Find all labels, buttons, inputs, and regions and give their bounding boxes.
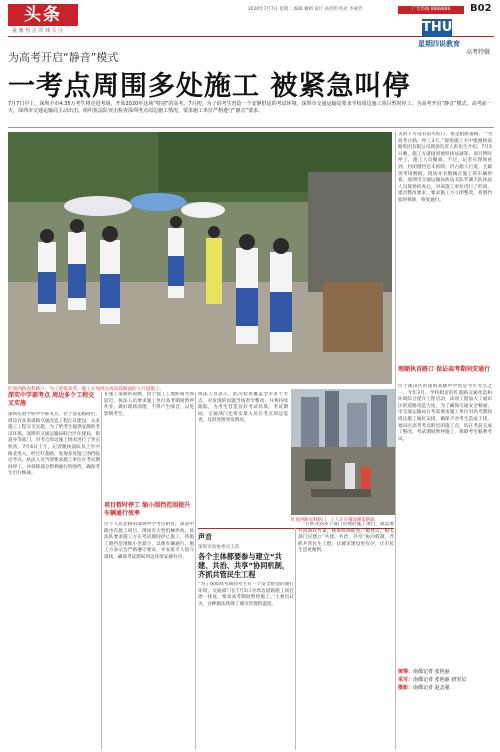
voice-body-2: “一旦涉及到多个部门管理的施工项目，就需要共同商议方案，统筹协调推进。”她建议，相关部门应建立“共建、共治、共享”协同机制，齐抓共管民生工程，让城市建设更有序，让市民生活更便利。 — [298, 522, 394, 554]
column-badge-label: 星期四说教育 — [418, 40, 460, 48]
body-column-right-1: 关的下方设有消火栓口，很是阻断道路。 “为高考让路，停工3天。”现场施工方中建路桥道路集团有限公司现场负责人彭先生介绍，7月5日晚，施工方就接到地铁执法通知，项目暂时停工，施工人员撤离。不过，记者在现场看到，封闭围挡还未拆除，仍占据人行道，且紧邻考场侧路。现场并有数辆在施工的车辆停靠。深圳市交通运输局执法支队罗湖大队执法人员现场检查后，对该施工单位进行了约谈，提出整改要求，要求施工方立即整改，将围挡临时拆除，恢复通行。 — [398, 132, 492, 203]
column-badge-sub: 高考特辑 — [466, 49, 491, 56]
students-walking-photo-illustration — [8, 132, 392, 384]
article-lede: 7月7日早上，深圳全市4.35万考生将走进考场，开始2020年这场“特别”的高考。7月初，为了给考生营造一个安静舒适的考试环境，深圳市交通运输局要求学校周边施工项目暂时停工，为高考开启“静音”模式。高考前一天，深圳市交通运输局主动出击，组织执法队突击检查深圳考点周边施工情况，要求施工单位严格遵守“静音”要求。 — [8, 101, 492, 114]
voice-section-label: 声音 — [198, 533, 212, 541]
credit-line: 采写：南都记者 张艳丽 研究员 — [398, 677, 467, 683]
construction-photo — [291, 389, 395, 515]
column-badge-logo: THU — [422, 20, 453, 35]
body-column-left-4: 执法人员表示，此次检查覆盖全市多个考点，对发现的问题当场责令整改，并将持续跟踪，为考生营造良好考试环境。考试期间，交通部门还将安排人员在考点周边巡查，及时处理突发情况。 — [198, 392, 288, 424]
credit-line: 摄影：南都记者 赵志强 — [398, 685, 450, 691]
body-column-left-1: 深圳实验学校中学部考点，位于莲花路附近，周边有多条道路交通改造工程正在建设，众多施工工程交叉实施，为了给考生提供安静的考试环境，深圳市交通运输局联合区住建局、街道办等部门，对考点周边施工情况进行了突击检查。7月6日上午，记者随执法队从上步中路北进入，经过红荔路，发现多处施工围挡临近考点。执法人员当即要求施工单位在考试期间停工，并拆除部分影响通行的围挡，确保考生出行畅通。 — [8, 412, 100, 477]
section-tagline: 重 塘 热 点 的 球 关 注 — [12, 28, 64, 34]
column-divider — [195, 392, 196, 750]
voice-title: 各个主体都要参与建立“共建、共治、共享”协同机制，齐抓共管民生工程 — [198, 552, 289, 579]
construction-site-photo-illustration — [291, 389, 395, 515]
article-headline: 一考点周围多处施工 被紧急叫停 — [8, 71, 411, 102]
dateline: 2020年7月7日 星期二 编辑 戴娟 设计 孙浩明 校对 李丽芳 — [248, 7, 363, 12]
article-kicker: 为高考开启“静音”模式 — [8, 51, 119, 64]
section-masthead: 头条 — [8, 4, 78, 26]
lede-rule — [8, 127, 494, 128]
construction-photo-caption: 红岗西路农科路口，工人正在铺设修造路面。 — [291, 518, 379, 523]
body-column-right-2: 位于福田区的深圳高级中学也是今年考点之一。今年3月，学校附近的红荔路交通改造和环境综合提升工程启动，该项工程加大了福田区的道路改造力度，为了确保交通安全畅通，市交通运输局在考前要求施工单位对高考期间周边施工做好安排，确保不对考生造成干扰。福田区高考考点附近的施工点，均在考前完成了整改，考试期间暂停施工，保障考生顺利考试。 — [398, 384, 492, 442]
body-column-left-3: 位于人民北路的深圳中学考点附近，深南中路也有施工项目，现场有大型机械停放。执法队要求施工方在考试期间停止施工，将施工围挡范围缩小至最小，以便车辆通行。施工方表示会严格遵守要求，并安排专人值守现场，确保考试期间周边环境安静有序。 — [104, 522, 194, 560]
main-photo — [8, 132, 392, 384]
subhead-left-1: 深实中学部考点 周边多个工程交叉实施 — [8, 392, 95, 407]
credit-line: 统筹：南都记者 张艳丽 — [398, 669, 450, 675]
column-divider — [295, 528, 296, 750]
subhead-left-2: 项目暂时停工 缩小围挡范围提升车辆通行效率 — [104, 502, 191, 517]
column-divider — [101, 392, 102, 750]
column-divider — [395, 132, 396, 750]
page-number: B02 — [470, 3, 492, 14]
credits-block — [398, 668, 494, 692]
ad-hotline-badge: 广告热线 8888888 — [398, 6, 464, 14]
subhead-right-2: 理顺执首路口 保证高考期间安通行 — [398, 366, 491, 373]
main-photo-caption: 红岗西路农科路口，为了迎接高考，施工方加班完成该段路面的人行道施工。 — [8, 387, 165, 392]
voice-body-1: “为了保障高考期间考生有一个安全舒适的通行环境，交通部门在7月5日对周边道路施工项目逐一排查，要求高考期间暂停施工。”王委员认为，这种做法体现了城市管理的温度。 — [198, 582, 294, 607]
voice-byline: 深圳市政协委员王蓓 — [198, 545, 240, 550]
body-column-left-2: 在施工道路的南侧，由于施工工地距离考场较近，执法人员要求施工单位高考期间暂停作业，做好现场清理，不得产生噪音，以免影响考生。 — [104, 392, 194, 417]
